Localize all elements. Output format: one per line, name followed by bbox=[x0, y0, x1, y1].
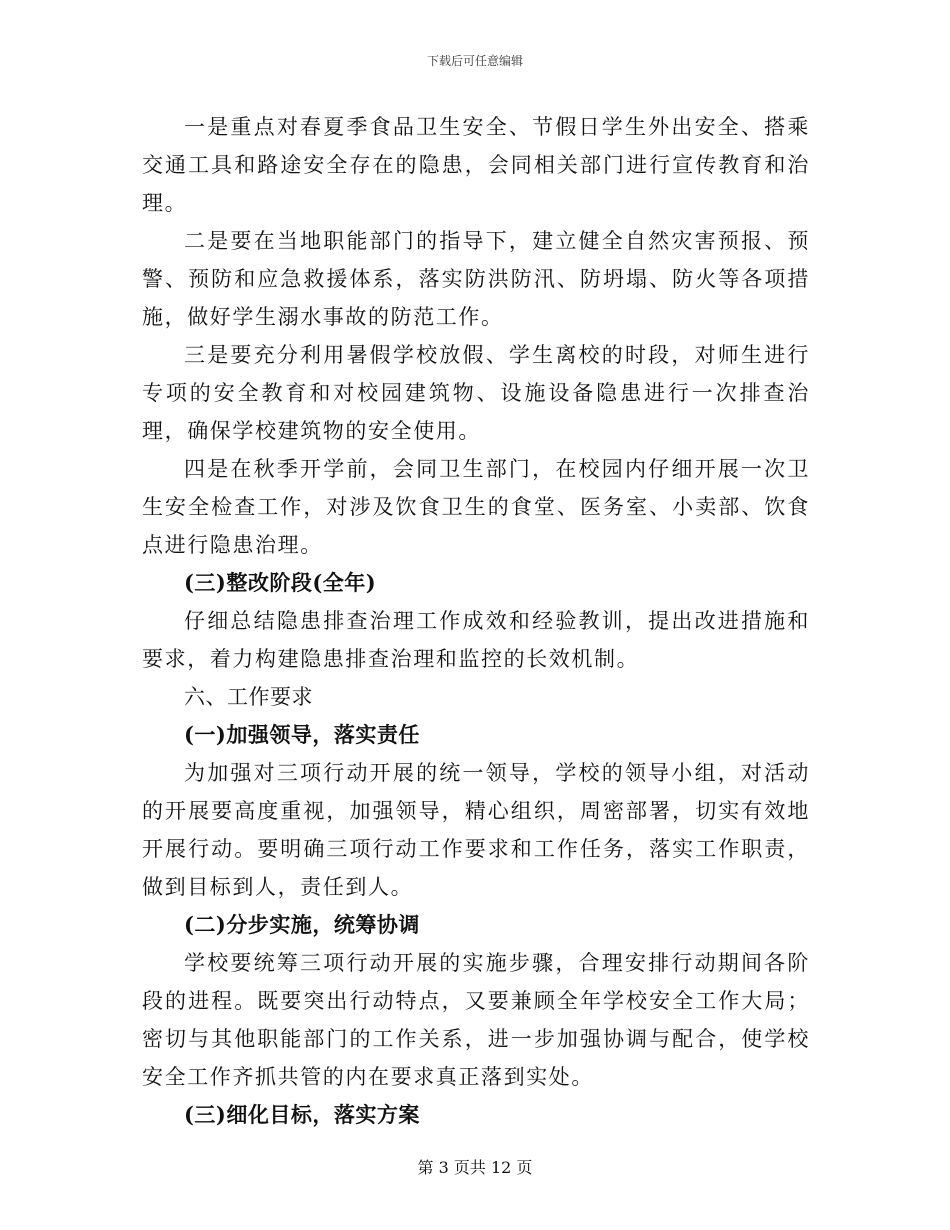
subheading-leadership: (一)加强领导，落实责任 bbox=[184, 722, 420, 747]
subheading-targets: (三)细化目标，落实方案 bbox=[184, 1102, 420, 1127]
document-body bbox=[142, 108, 810, 1134]
paragraph-7: 学校要统筹三项行动开展的实施步骤，合理安排行动期间各阶段的进程。既要突出行动特点，又要兼顾全年学校安全工作大局；密切与其他职能部门的工作关系，进一步加强协调与配合，使学校安全工作齐抓共管的内在要求真正落到实处。 bbox=[142, 951, 810, 1089]
paragraph-4: 四是在秋季开学前，会同卫生部门，在校园内仔细开展一次卫生安全检查工作，对涉及饮食卫生的食堂、医务室、小卖部、饮食点进行隐患治理。 bbox=[142, 457, 810, 557]
section-heading-work-requirements: 六、工作要求 bbox=[184, 685, 313, 709]
page-footer: 第 3 页共 12 页 bbox=[417, 1158, 533, 1177]
paragraph-1: 一是重点对春夏季食品卫生安全、节假日学生外出安全、搭乘交通工具和路途安全存在的隐患，会同相关部门进行宣传教育和治理。 bbox=[142, 115, 810, 215]
paragraph-3: 三是要充分利用暑假学校放假、学生离校的时段，对师生进行专项的安全教育和对校园建筑物、设施设备隐患进行一次排查治理，确保学校建筑物的安全使用。 bbox=[142, 343, 810, 443]
subheading-coordination: (二)分步实施，统筹协调 bbox=[184, 912, 420, 937]
page-header: 下载后可任意编辑 bbox=[426, 54, 523, 68]
paragraph-5: 仔细总结隐患排查治理工作成效和经验教训，提出改进措施和要求，着力构建隐患排查治理和监控的长效机制。 bbox=[142, 609, 810, 671]
paragraph-2: 二是要在当地职能部门的指导下，建立健全自然灾害预报、预警、预防和应急救援体系，落实防洪防汛、防坍塌、防火等各项措施，做好学生溺水事故的防范工作。 bbox=[142, 229, 810, 329]
paragraph-6: 为加强对三项行动开展的统一领导，学校的领导小组，对活动的开展要高度重视，加强领导，精心组织，周密部署，切实有效地开展行动。要明确三项行动工作要求和工作任务，落实工作职责，做到目标到人，责任到人。 bbox=[142, 761, 810, 899]
section-heading-rectification: (三)整改阶段(全年) bbox=[184, 570, 377, 595]
